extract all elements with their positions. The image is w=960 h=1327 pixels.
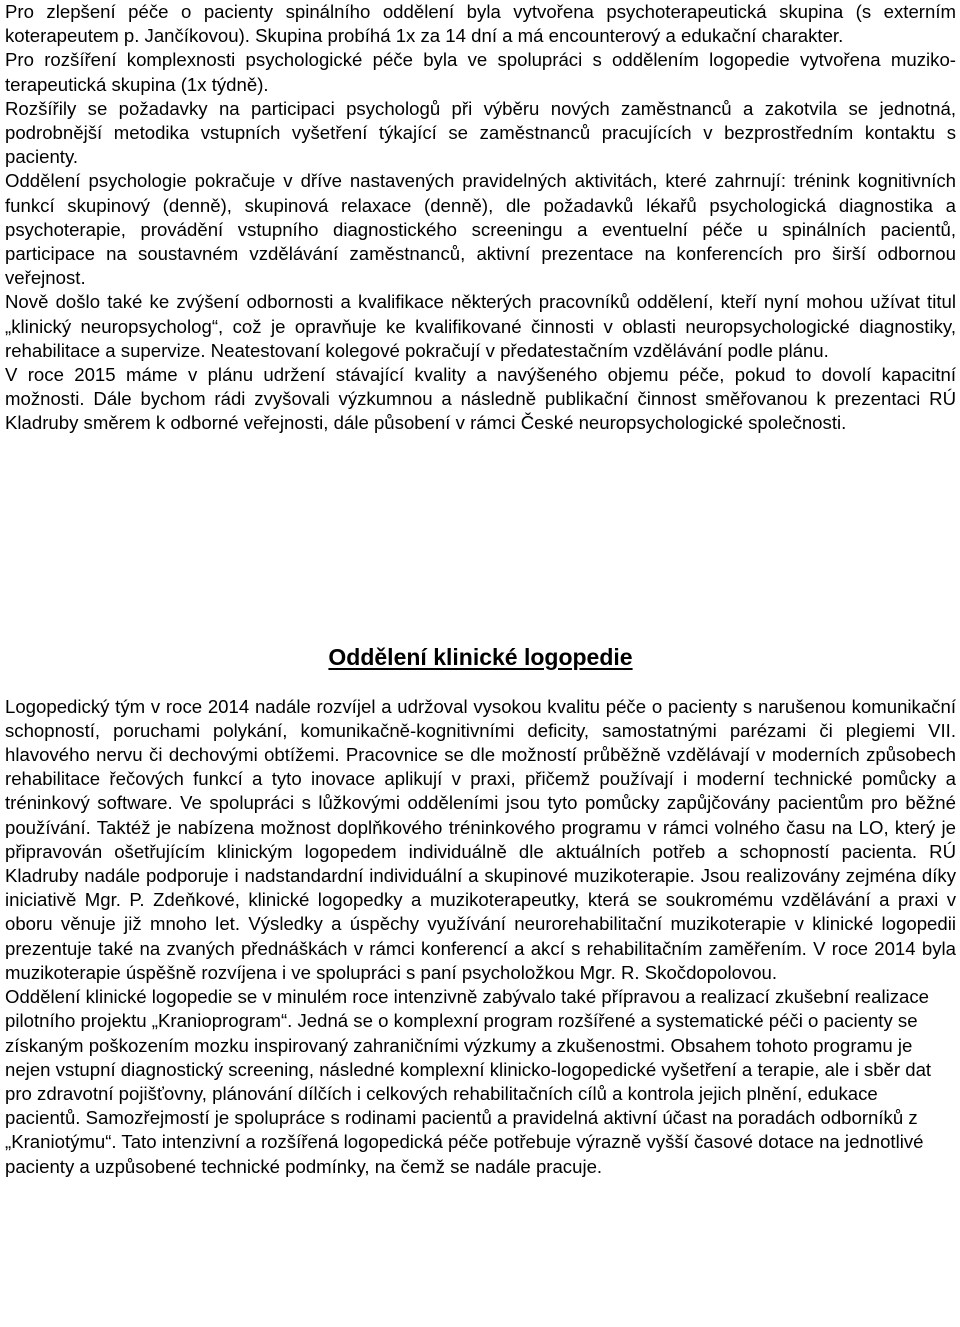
- document-page: [5, 0, 956, 1179]
- psychology-section: [5, 0, 956, 436]
- logopedie-section: [5, 695, 956, 1179]
- paragraph-kranioprogram: Oddělení klinické logopedie se v minulém roce intenzivně zabývalo také přípravou a realizací zkušební realizace pilotního projektu „Kranioprogram“. Jedná se o komplexní program rozšířené a systematické péči o pacienty se získaným poškozením mozku inspirovaný zahraničními výzkumy a zkušenostmi. Obsahem tohoto programu je nejen vstupní diagnostický screening, následné komplexní klinicko-logopedické vyšetření a terapie, ale i sběr dat pro zdravotní pojišťovny, plánování dílčích i celkových rehabilitačních cílů a kontrola jejich plnění, edukace pacientů. Samozřejmostí je spolupráce s rodinami pacientů a pravidelná aktivní účast na poradách odborníků z „Kraniotýmu“. Tato intenzivní a rozšířená logopedická péče potřebuje výrazně vyšší časové dotace na jednotlivé pacienty a uzpůsobené technické podmínky, na čemž se nadále pracuje.: [5, 986, 932, 1177]
- paragraph-music-therapy-group: Pro rozšíření komplexnosti psychologické péče byla ve spolupráci s oddělením logopedie vytvořena muziko-terapeutická skupina (1x týdně).: [5, 49, 956, 95]
- paragraph-qualification: Nově došlo také ke zvýšení odbornosti a kvalifikace některých pracovníků oddělení, kteří nyní mohou užívat titul „klinický neuropsycholog“, což je opravňuje ke kvalifikované činnosti v oblasti neuropsychologické diagnostiky, rehabilitace a supervize. Neatestovaní kolegové pokračují v předatestačním vzdělávání podle plánu.: [5, 291, 956, 361]
- paragraph-employee-selection: Rozšířily se požadavky na participaci psychologů při výběru nových zaměstnanců a zakotvila se jednotná, podrobnější metodika vstupních vyšetření týkající se zaměstnanců pracujících v bezprostředním kontaktu s pacienty.: [5, 97, 956, 168]
- paragraph-regular-activities: Oddělení psychologie pokračuje v dříve nastavených pravidelných aktivitách, které zahrnují: trénink kognitivních funkcí skupinový (denně), skupinová relaxace (denně), dle požadavků lékařů psychologická diagnostika a psychoterapie, provádění vstupního diagnostického screeningu a eventuelní péče u spinálních pacientů, participace na soustavném vzdělávání zaměstnanců, aktivní prezentace na konferencích pro širší odbornou veřejnost.: [5, 170, 956, 289]
- paragraph-psychotherapy-group: Pro zlepšení péče o pacienty spinálního oddělení byla vytvořena psychoterapeutická skupina (s externím koterapeutem p. Jančíkovou). Skupina probíhá 1x za 14 dní a má encounterový a edukační charakter.: [5, 1, 956, 47]
- paragraph-plans-2015: V roce 2015 máme v plánu udržení stávající kvality a navýšeného objemu péče, pokud to dovolí kapacitní možnosti. Dále bychom rádi zvyšovali výzkumnou a následně publikační činnost směřovanou k prezentaci RÚ Kladruby směrem k odborné veřejnosti, dále působení v rámci České neuropsychologické společnosti.: [5, 364, 956, 434]
- section-heading-logopedie: Oddělení klinické logopedie: [328, 643, 633, 670]
- paragraph-logopedie-team: Logopedický tým v roce 2014 nadále rozvíjel a udržoval vysokou kvalitu péče o pacienty s narušenou komunikační schopností, poruchami polykání, komunikačně-kognitivními deficity, samostatnými parézami či plegiemi VII. hlavového nervu či dechovými obtížemi. Pracovnice se dle možností průběžně vzdělávají v moderních způsobech rehabilitace řečových funkcí a tyto inovace aplikují v praxi, přičemž používají i moderní technické pomůcky a tréninkový software. Ve spolupráci s lůžkovými odděleními jsou tyto pomůcky zapůjčovány pacientům pro běžné používání. Taktéž je nabízena možnost doplňkového tréninkového programu v rámci volného času na LO, který je připravován ošetřujícím klinickým logopedem individuálně dle aktuálních potřeb a schopností pacienta. RÚ Kladruby nadále podporuje i nadstandardní individuální a skupinové muzikoterapie. Jsou realizovány zejména díky iniciativě Mgr. P. Zdeňkové, klinické logopedky a muzikoterapeutky, která se soukromému vzdělávání a praxi v oboru věnuje již mnoho let. Výsledky a úspěchy využívání neurorehabilitační muzikoterapie v klinické logopedii prezentuje také na zvaných přednáškách v rámci konferencí a akcí s rehabilitačním zaměřením. V roce 2014 byla muzikoterapie úspěšně rozvíjena i ve spolupráci s paní psycholožkou Mgr. R. Skočdopolovou.: [5, 695, 956, 983]
